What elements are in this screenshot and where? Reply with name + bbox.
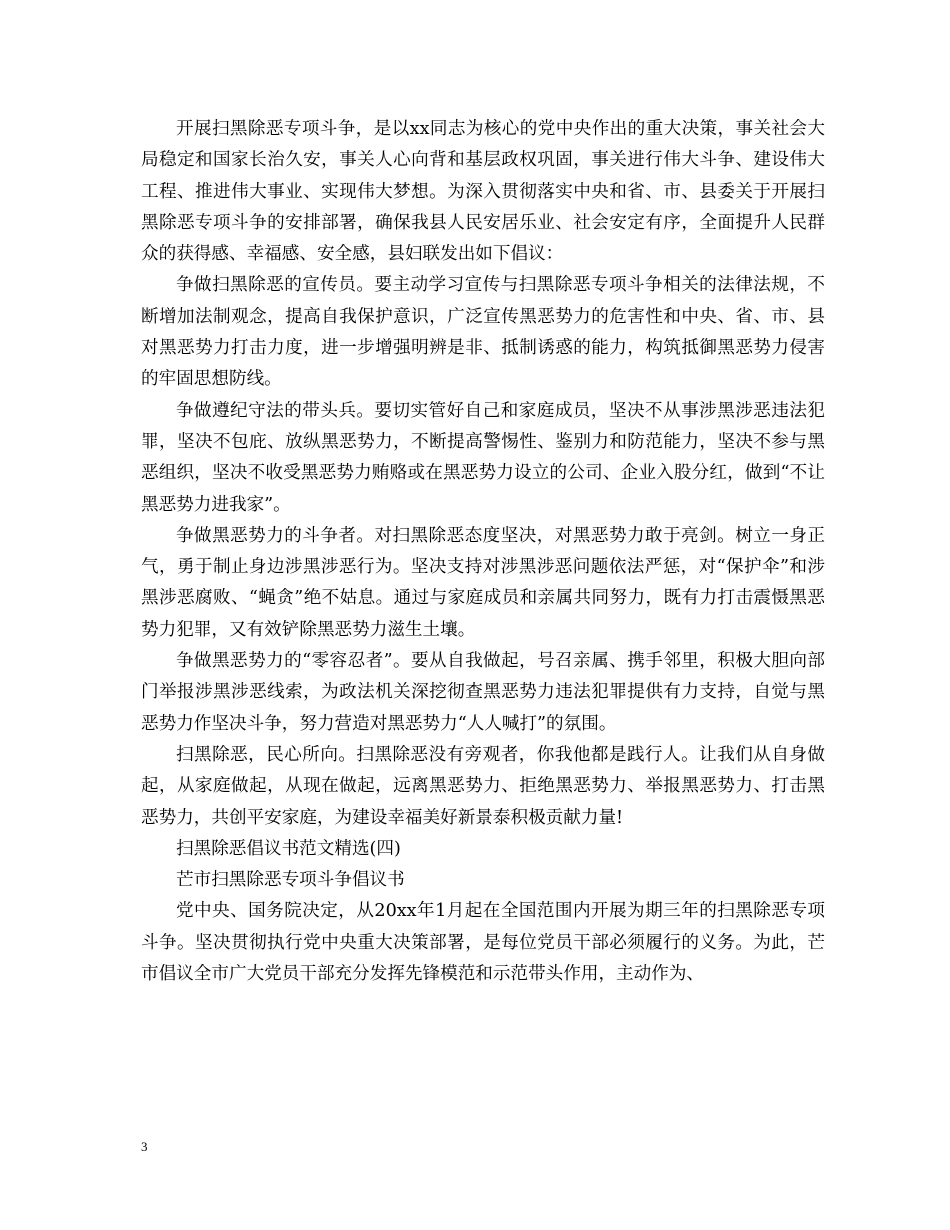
paragraph-intro: 开展扫黑除恶专项斗争，是以xx同志为核心的党中央作出的重大决策，事关社会大局稳定和国家长治久安，事关人心向背和基层政权巩固，事关进行伟大斗争、建设伟大工程、推进伟大事业、实现伟大梦想。为深入贯彻落实中央和省、市、县委关于开展扫黑除恶专项斗争的安排部署，确保我县人民安居乐业、社会安定有序，全面提升人民群众的获得感、幸福感、安全感，县妇联发出如下倡议： [141, 119, 825, 265]
page-number: 3 [141, 1139, 148, 1154]
section-heading: 扫黑除恶倡议书范文精选(四) [176, 838, 401, 859]
proposal-title: 芒市扫黑除恶专项斗争倡议书 [176, 870, 405, 891]
paragraph-propagandist: 争做扫黑除恶的宣传员。要主动学习宣传与扫黑除恶专项斗争相关的法律法规，不断增加法制观念，提高自我保护意识，广泛宣传黑恶势力的危害性和中央、省、市、县对黑恶势力打击力度，进一步增强明辨是非、抵制诱惑的能力，构筑抵御黑恶势力侵害的牢固思想防线。 [141, 275, 825, 390]
paragraph-mangshi-proposal: 党中央、国务院决定，从20xx年1月起在全国范围内开展为期三年的扫黑除恶专项斗争。坚决贯彻执行党中央重大决策部署，是每位党员干部必须履行的义务。为此，芒市倡议全市广大党员干部充分发挥先锋模范和示范带头作用，主动作为、 [141, 901, 825, 985]
document-body [141, 114, 825, 990]
paragraph-fighter: 争做黑恶势力的斗争者。对扫黑除恶态度坚决，对黑恶势力敢于亮剑。树立一身正气，勇于制止身边涉黑涉恶行为。坚决支持对涉黑涉恶问题依法严惩，对“保护伞”和涉黑涉恶腐败、“蝇贪”绝不姑息。通过与家庭成员和亲属共同努力，既有力打击震慑黑恶势力犯罪，又有效铲除黑恶势力滋生土壤。 [141, 525, 825, 640]
paragraph-zero-tolerance: 争做黑恶势力的“零容忍者”。要从自我做起，号召亲属、携手邻里，积极大胆向部门举报涉黑涉恶线索，为政法机关深挖彻查黑恶势力违法犯罪提供有力支持，自觉与黑恶势力作坚决斗争，努力营造对黑恶势力“人人喊打”的氛围。 [141, 651, 825, 734]
paragraph-closing: 扫黑除恶，民心所向。扫黑除恶没有旁观者，你我他都是践行人。让我们从自身做起，从家庭做起，从现在做起，远离黑恶势力、拒绝黑恶势力、举报黑恶势力、打击黑恶势力，共创平安家庭，为建设幸福美好新景泰积极贡献力量! [141, 744, 825, 828]
paragraph-law-abiding: 争做遵纪守法的带头兵。要切实管好自己和家庭成员，坚决不从事涉黑涉恶违法犯罪，坚决不包庇、放纵黑恶势力，不断提高警惕性、鉴别力和防范能力，坚决不参与黑恶组织，坚决不收受黑恶势力贿赂或在黑恶势力设立的公司、企业入股分红，做到“不让黑恶势力进我家”。 [141, 400, 825, 515]
